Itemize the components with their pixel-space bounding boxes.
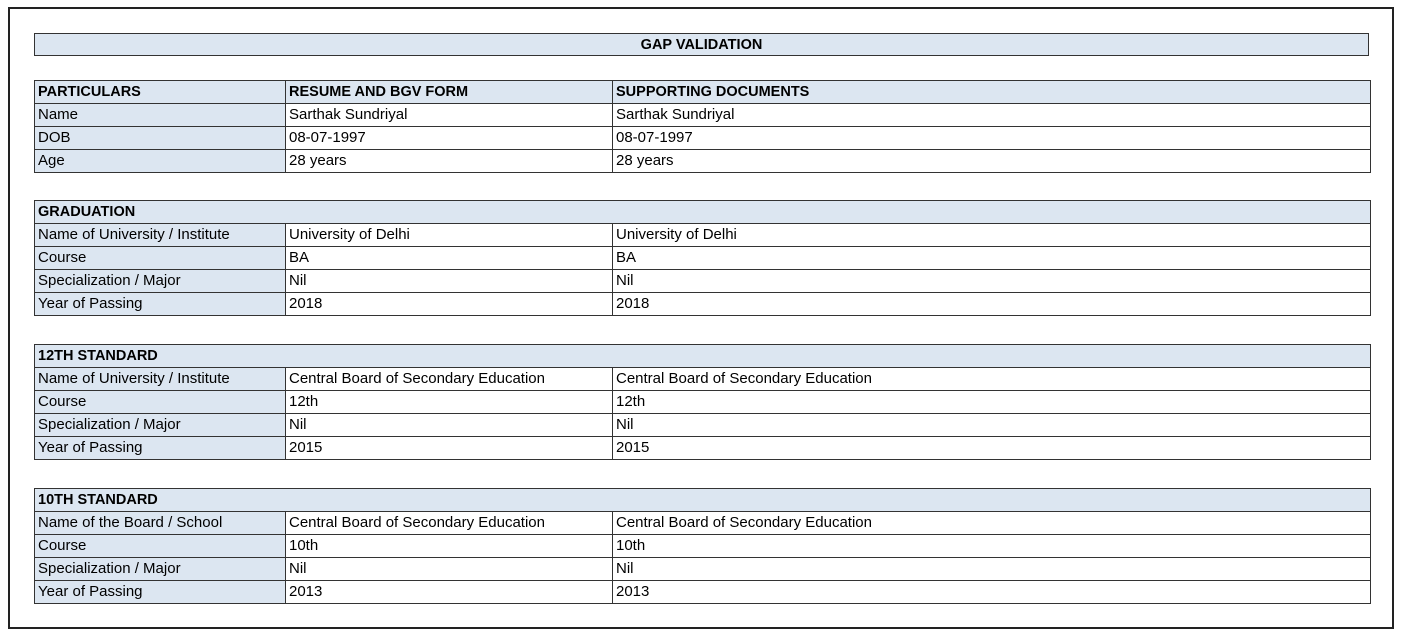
section-heading: 12TH STANDARD	[35, 345, 1371, 368]
table-row	[35, 150, 1371, 173]
document-value: Central Board of Secondary Education	[613, 368, 1371, 391]
resume-value: Nil	[286, 414, 613, 437]
row-label: Year of Passing	[35, 437, 286, 460]
resume-value: 08-07-1997	[286, 127, 613, 150]
document-value: Central Board of Secondary Education	[613, 512, 1371, 535]
document-value: Nil	[613, 558, 1371, 581]
document-value: 28 years	[613, 150, 1371, 173]
page-title: GAP VALIDATION	[34, 33, 1369, 56]
document-value: Nil	[613, 270, 1371, 293]
document-value: 2018	[613, 293, 1371, 316]
header-supporting-docs: SUPPORTING DOCUMENTS	[613, 81, 1371, 104]
header-resume-bgv: RESUME AND BGV FORM	[286, 81, 613, 104]
document-value: 12th	[613, 391, 1371, 414]
resume-value: BA	[286, 247, 613, 270]
document-value: Sarthak Sundriyal	[613, 104, 1371, 127]
resume-value: 28 years	[286, 150, 613, 173]
row-label: Course	[35, 247, 286, 270]
row-label: Year of Passing	[35, 581, 286, 604]
row-label: Name	[35, 104, 286, 127]
header-particulars: PARTICULARS	[35, 81, 286, 104]
resume-value: 2018	[286, 293, 613, 316]
table-row	[35, 558, 1371, 581]
tenth-table	[34, 488, 1371, 604]
document-value: 2015	[613, 437, 1371, 460]
row-label: Name of University / Institute	[35, 368, 286, 391]
table-header-row	[35, 81, 1371, 104]
table-row	[35, 512, 1371, 535]
resume-value: Nil	[286, 270, 613, 293]
table-row	[35, 391, 1371, 414]
table-row	[35, 437, 1371, 460]
table-row	[35, 581, 1371, 604]
document-value: 2013	[613, 581, 1371, 604]
row-label: DOB	[35, 127, 286, 150]
resume-value: Sarthak Sundriyal	[286, 104, 613, 127]
table-row	[35, 535, 1371, 558]
section-heading: 10TH STANDARD	[35, 489, 1371, 512]
document-value: Nil	[613, 414, 1371, 437]
resume-value: Nil	[286, 558, 613, 581]
document-value: BA	[613, 247, 1371, 270]
table-row	[35, 127, 1371, 150]
table-row	[35, 368, 1371, 391]
resume-value: University of Delhi	[286, 224, 613, 247]
twelfth-table	[34, 344, 1371, 460]
row-label: Year of Passing	[35, 293, 286, 316]
resume-value: Central Board of Secondary Education	[286, 512, 613, 535]
row-label: Course	[35, 535, 286, 558]
row-label: Specialization / Major	[35, 558, 286, 581]
table-row	[35, 104, 1371, 127]
section-heading: GRADUATION	[35, 201, 1371, 224]
section-heading-row	[35, 345, 1371, 368]
row-label: Course	[35, 391, 286, 414]
section-heading-row	[35, 489, 1371, 512]
table-row	[35, 293, 1371, 316]
document-value: 10th	[613, 535, 1371, 558]
personal-table	[34, 80, 1371, 173]
resume-value: Central Board of Secondary Education	[286, 368, 613, 391]
row-label: Name of University / Institute	[35, 224, 286, 247]
section-heading-row	[35, 201, 1371, 224]
table-row	[35, 270, 1371, 293]
resume-value: 12th	[286, 391, 613, 414]
row-label: Specialization / Major	[35, 270, 286, 293]
table-row	[35, 224, 1371, 247]
document-value: 08-07-1997	[613, 127, 1371, 150]
row-label: Name of the Board / School	[35, 512, 286, 535]
row-label: Age	[35, 150, 286, 173]
resume-value: 2013	[286, 581, 613, 604]
resume-value: 2015	[286, 437, 613, 460]
resume-value: 10th	[286, 535, 613, 558]
graduation-table	[34, 200, 1371, 316]
table-row	[35, 247, 1371, 270]
row-label: Specialization / Major	[35, 414, 286, 437]
document-value: University of Delhi	[613, 224, 1371, 247]
table-row	[35, 414, 1371, 437]
